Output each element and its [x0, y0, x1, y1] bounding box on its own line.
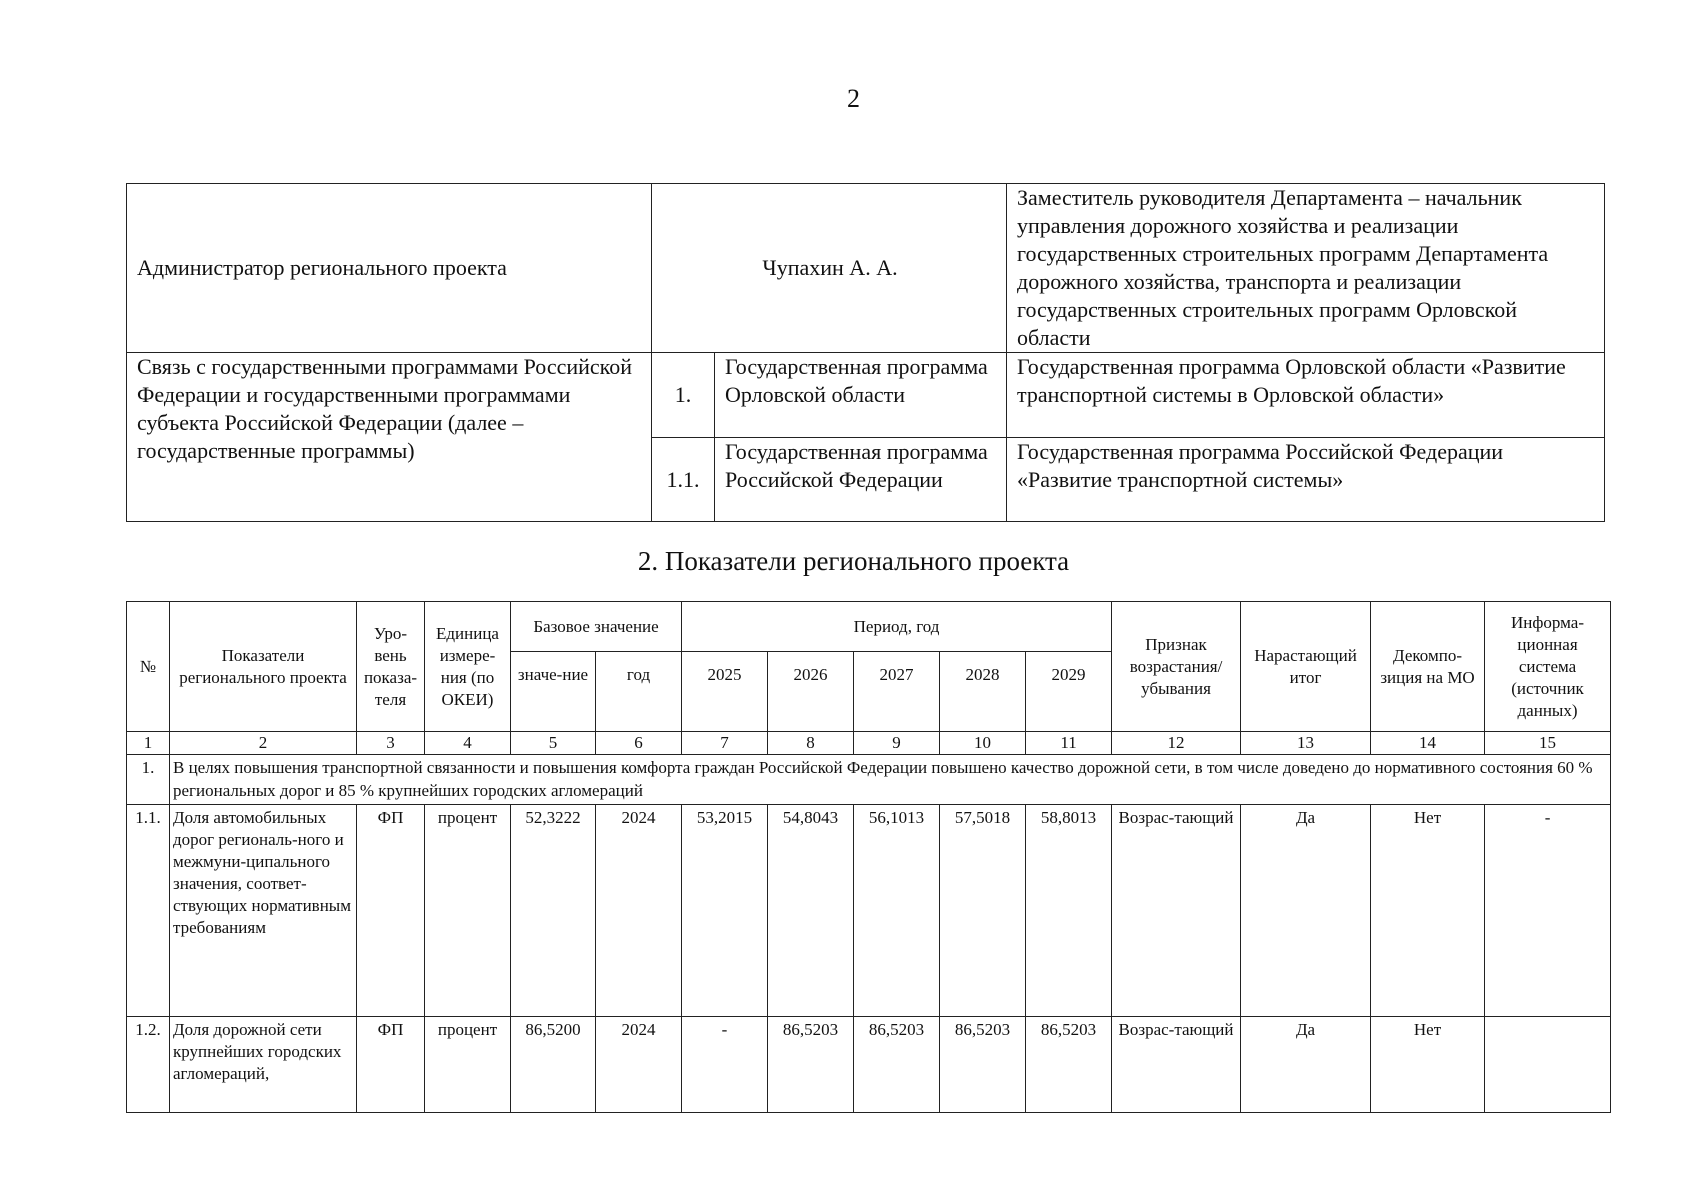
column-number: 4 — [425, 732, 511, 755]
section-title: 2. Показатели регионального проекта — [637, 546, 1070, 576]
cumulative: Да — [1241, 805, 1371, 1017]
page-number: 2 — [847, 84, 860, 113]
base-value: 52,3222 — [511, 805, 596, 1017]
column-number: 14 — [1371, 732, 1485, 755]
value-2029: 58,8013 — [1026, 805, 1112, 1017]
header-trend: Признак возрастания/ убывания — [1112, 602, 1241, 732]
value-2025: - — [682, 1017, 768, 1113]
column-number: 9 — [854, 732, 940, 755]
indicator-unit: процент — [425, 1017, 511, 1113]
column-number: 13 — [1241, 732, 1371, 755]
indicator-name: Доля автомобильных дорог региональ-ного и межмуни-ципального значения, соответ-ствующих нормативным требованиям — [170, 805, 357, 1017]
admin-label: Администратор регионального проекта — [127, 184, 652, 353]
header-info-system: Информа-ционная система (источник данных) — [1485, 602, 1611, 732]
header-base: Базовое значение — [511, 602, 682, 652]
column-number: 2 — [170, 732, 357, 755]
base-value: 86,5200 — [511, 1017, 596, 1113]
table-row — [127, 1017, 1611, 1113]
value-2028: 57,5018 — [940, 805, 1026, 1017]
value-2029: 86,5203 — [1026, 1017, 1112, 1113]
column-number: 3 — [357, 732, 425, 755]
column-number: 11 — [1026, 732, 1112, 755]
cumulative: Да — [1241, 1017, 1371, 1113]
base-year: 2024 — [596, 1017, 682, 1113]
project-info-table — [126, 183, 1605, 522]
header-year-2026: 2026 — [768, 652, 854, 732]
column-number: 12 — [1112, 732, 1241, 755]
header-decomposition: Декомпо-зиция на МО — [1371, 602, 1485, 732]
indicator-level: ФП — [357, 1017, 425, 1113]
column-number: 1 — [127, 732, 170, 755]
program-number: 1.1. — [652, 438, 715, 522]
header-year-2027: 2027 — [854, 652, 940, 732]
program-type: Государственная программа Орловской области — [715, 353, 1007, 438]
value-2027: 86,5203 — [854, 1017, 940, 1113]
value-2028: 86,5203 — [940, 1017, 1026, 1113]
column-number: 8 — [768, 732, 854, 755]
row-number: 1.1. — [127, 805, 170, 1017]
indicator-name: Доля дорожной сети крупнейших городских агломераций, — [170, 1017, 357, 1113]
programs-link-label: Связь с государственными программами Российской Федерации и государственными программами субъекта Российской Федерации (далее – государственные программы) — [127, 353, 652, 522]
header-indicator: Показатели регионального проекта — [170, 602, 357, 732]
value-2026: 86,5203 — [768, 1017, 854, 1113]
column-number: 7 — [682, 732, 768, 755]
table-row — [127, 805, 1611, 1017]
value-2027: 56,1013 — [854, 805, 940, 1017]
value-2026: 54,8043 — [768, 805, 854, 1017]
header-base-year: год — [596, 652, 682, 732]
decomposition: Нет — [1371, 805, 1485, 1017]
header-period: Период, год — [682, 602, 1112, 652]
program-name: Государственная программа Российской Федерации «Развитие транспортной системы» — [1007, 438, 1605, 522]
base-year: 2024 — [596, 805, 682, 1017]
header-year-2025: 2025 — [682, 652, 768, 732]
admin-position: Заместитель руководителя Департамента – начальник управления дорожного хозяйства и реализации государственных строительных программ Департамента дорожного хозяйства, транспорта и реализации государственных строительных программ Орловской области — [1007, 184, 1605, 353]
program-type: Государственная программа Российской Федерации — [715, 438, 1007, 522]
indicator-unit: процент — [425, 805, 511, 1017]
header-year-2029: 2029 — [1026, 652, 1112, 732]
column-number: 10 — [940, 732, 1026, 755]
decomposition: Нет — [1371, 1017, 1485, 1113]
goal-number: 1. — [127, 755, 170, 805]
header-num: № — [127, 602, 170, 732]
indicators-table — [126, 601, 1611, 1113]
column-number: 15 — [1485, 732, 1611, 755]
column-number: 5 — [511, 732, 596, 755]
row-number: 1.2. — [127, 1017, 170, 1113]
trend: Возрас-тающий — [1112, 1017, 1241, 1113]
header-unit: Единица измере-ния (по ОКЕИ) — [425, 602, 511, 732]
column-number: 6 — [596, 732, 682, 755]
info-system: - — [1485, 805, 1611, 1017]
header-base-value: значе-ние — [511, 652, 596, 732]
header-level: Уро-вень показа-теля — [357, 602, 425, 732]
admin-name: Чупахин А. А. — [652, 184, 1007, 353]
trend: Возрас-тающий — [1112, 805, 1241, 1017]
program-number: 1. — [652, 353, 715, 438]
indicator-level: ФП — [357, 805, 425, 1017]
value-2025: 53,2015 — [682, 805, 768, 1017]
program-name: Государственная программа Орловской области «Развитие транспортной системы в Орловской области» — [1007, 353, 1605, 438]
header-cumulative: Нарастающий итог — [1241, 602, 1371, 732]
header-year-2028: 2028 — [940, 652, 1026, 732]
info-system — [1485, 1017, 1611, 1113]
goal-text: В целях повышения транспортной связанности и повышения комфорта граждан Российской Федерации повышено качество дорожной сети, в том числе доведено до нормативного состояния 60 % региональных дорог и 85 % крупнейших городских агломераций — [170, 755, 1611, 805]
